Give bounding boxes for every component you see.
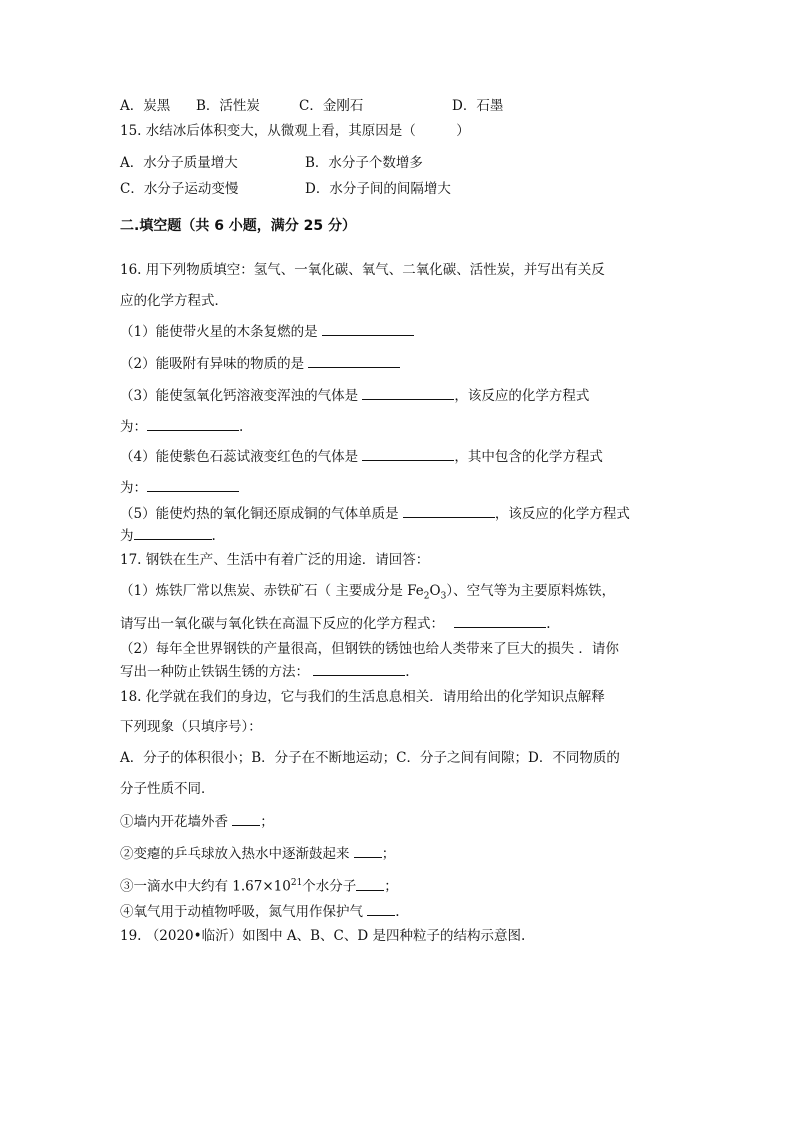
- q16-part2: [120, 353, 400, 373]
- q19-stem: 19. （2020•临沂）如图中 A、B、C、D 是四种粒子的结构示意图.: [120, 928, 526, 944]
- q17-part2-line2: [120, 661, 410, 681]
- q18-item2-text: ②变瘪的乒乓球放入热水中逐渐鼓起来: [120, 846, 350, 862]
- q18-item4-end: .: [395, 904, 400, 920]
- q17-part1-line2: 请写出一氧化碳与氧化铁在高温下反应的化学方程式：: [120, 616, 444, 632]
- q16-part5-end: .: [211, 528, 216, 544]
- section-title: 二.填空题（共 6 小题，满分 25 分）: [120, 218, 357, 234]
- q18-item3-exponent: 21: [290, 878, 303, 888]
- q17-part1-equation: [120, 613, 551, 633]
- q14-option-c: C．金刚石: [299, 98, 364, 114]
- q17-part1-text: （1）炼铁厂常以焦炭、赤铁矿石（ 主要成分是 Fe: [120, 583, 424, 599]
- q18-item2: [120, 843, 395, 863]
- q18-stem-line2: 下列现象（只填序号）：: [120, 719, 262, 735]
- q18-item3-text: ③一滴水中大约有 1.67×10: [120, 878, 291, 895]
- q18-item2-end: ；: [381, 846, 396, 862]
- q16-part4: [120, 446, 603, 466]
- answer-blank[interactable]: [147, 416, 239, 431]
- answer-blank[interactable]: [354, 843, 382, 858]
- q18-stem-line1: 18. 化学就在我们的身边，它与我们的生活息息相关．请用给出的化学知识点解释: [120, 689, 605, 705]
- q17-part2-line1: （2）每年全世界钢铁的产量很高，但钢铁的锈蚀也给人类带来了巨大的损失 ．请你: [120, 641, 619, 657]
- q15-option-a: A．水分子质量增大: [120, 155, 238, 171]
- q17-formula-sub1: 2: [423, 591, 430, 602]
- answer-blank[interactable]: [403, 503, 495, 518]
- q17-stem: 17. 钢铁在生产、生活中有着广泛的用途．请回答：: [120, 552, 430, 568]
- q16-part3-text: （3）能使氢氧化钙溶液变浑浊的气体是: [120, 388, 359, 404]
- q17-part2-text: 写出一种防止铁锅生锈的方法：: [120, 664, 309, 680]
- answer-blank[interactable]: [356, 876, 384, 891]
- q18-item1-end: ；: [260, 814, 274, 830]
- q16-part5-text: （5）能使灼热的氧化铜还原成铜的气体单质是: [120, 506, 399, 522]
- q18-options-line1: A．分子的体积很小；B．分子在不断地运动；C．分子之间有间隙；D．不同物质的: [120, 750, 620, 766]
- answer-blank[interactable]: [134, 525, 212, 540]
- q16-part3: [120, 385, 589, 405]
- answer-blank[interactable]: [308, 353, 400, 368]
- q17-formula-sub2: 3: [440, 591, 447, 602]
- q16-stem-line2: 应的化学方程式．: [120, 293, 228, 309]
- q18-item1: [120, 811, 274, 831]
- q16-part5: [120, 503, 630, 523]
- q14-option-d: D．石墨: [452, 98, 504, 114]
- q16-part1-text: （1）能使带火星的木条复燃的是: [120, 324, 318, 340]
- q18-item3-tail: 个水分子: [302, 878, 357, 895]
- q16-part3-end: .: [239, 419, 244, 435]
- q16-part4-tail: ，其中包含的化学方程式: [454, 449, 603, 465]
- q17-formula-o: O: [429, 583, 441, 599]
- q16-part3-tail: ，该反应的化学方程式: [454, 388, 590, 404]
- q16-part3-equation: [120, 416, 243, 436]
- answer-blank[interactable]: [362, 446, 454, 461]
- q18-item3: [120, 874, 398, 896]
- q14-option-b: B．活性炭: [196, 98, 260, 114]
- q16-part3-wei: 为：: [120, 419, 147, 435]
- q16-part4-text: （4）能使紫色石蕊试液变红色的气体是: [120, 449, 359, 465]
- q18-item4-text: ④氧气用于动植物呼吸，氮气用作保护气: [120, 904, 363, 920]
- q14-option-a: A．炭黑: [120, 98, 171, 114]
- q15-stem: 15. 水结冰后体积变大，从微观上看，其原因是（ ）: [120, 123, 470, 139]
- q16-part1: [120, 321, 414, 341]
- answer-blank[interactable]: [313, 661, 405, 676]
- q16-part5-equation: [120, 525, 216, 545]
- q16-part5-wei: 为: [120, 528, 134, 544]
- q17-part1-tail: ）、空气等为主要原料炼铁，: [446, 583, 616, 599]
- answer-blank[interactable]: [362, 385, 454, 400]
- q18-item3-end: ；: [384, 878, 398, 895]
- q16-part2-text: （2）能吸附有异味的物质的是: [120, 356, 305, 372]
- q17-part1-end: .: [546, 616, 551, 632]
- q15-option-c: C．水分子运动变慢: [120, 181, 239, 197]
- answer-blank[interactable]: [322, 321, 414, 336]
- q17-part1: [120, 582, 615, 606]
- q18-item4: [120, 901, 400, 921]
- answer-blank[interactable]: [147, 477, 239, 492]
- q18-item1-text: ①墙内开花墙外香: [120, 814, 228, 830]
- q15-option-d: D．水分子间的间隔增大: [305, 181, 451, 197]
- q16-part5-tail: ，该反应的化学方程式: [494, 506, 630, 522]
- q16-part4-equation: [120, 477, 239, 497]
- q15-option-b: B．水分子个数增多: [305, 155, 423, 171]
- answer-blank[interactable]: [367, 901, 395, 916]
- q18-options-line2: 分子性质不同．: [120, 781, 215, 797]
- answer-blank[interactable]: [232, 811, 260, 826]
- q16-part4-wei: 为：: [120, 480, 147, 496]
- q16-stem-line1: 16. 用下列物质填空：氢气、一氧化碳、氧气、二氧化碳、活性炭，并写出有关反: [120, 262, 605, 278]
- q17-part2-end: .: [405, 664, 410, 680]
- answer-blank[interactable]: [454, 613, 546, 628]
